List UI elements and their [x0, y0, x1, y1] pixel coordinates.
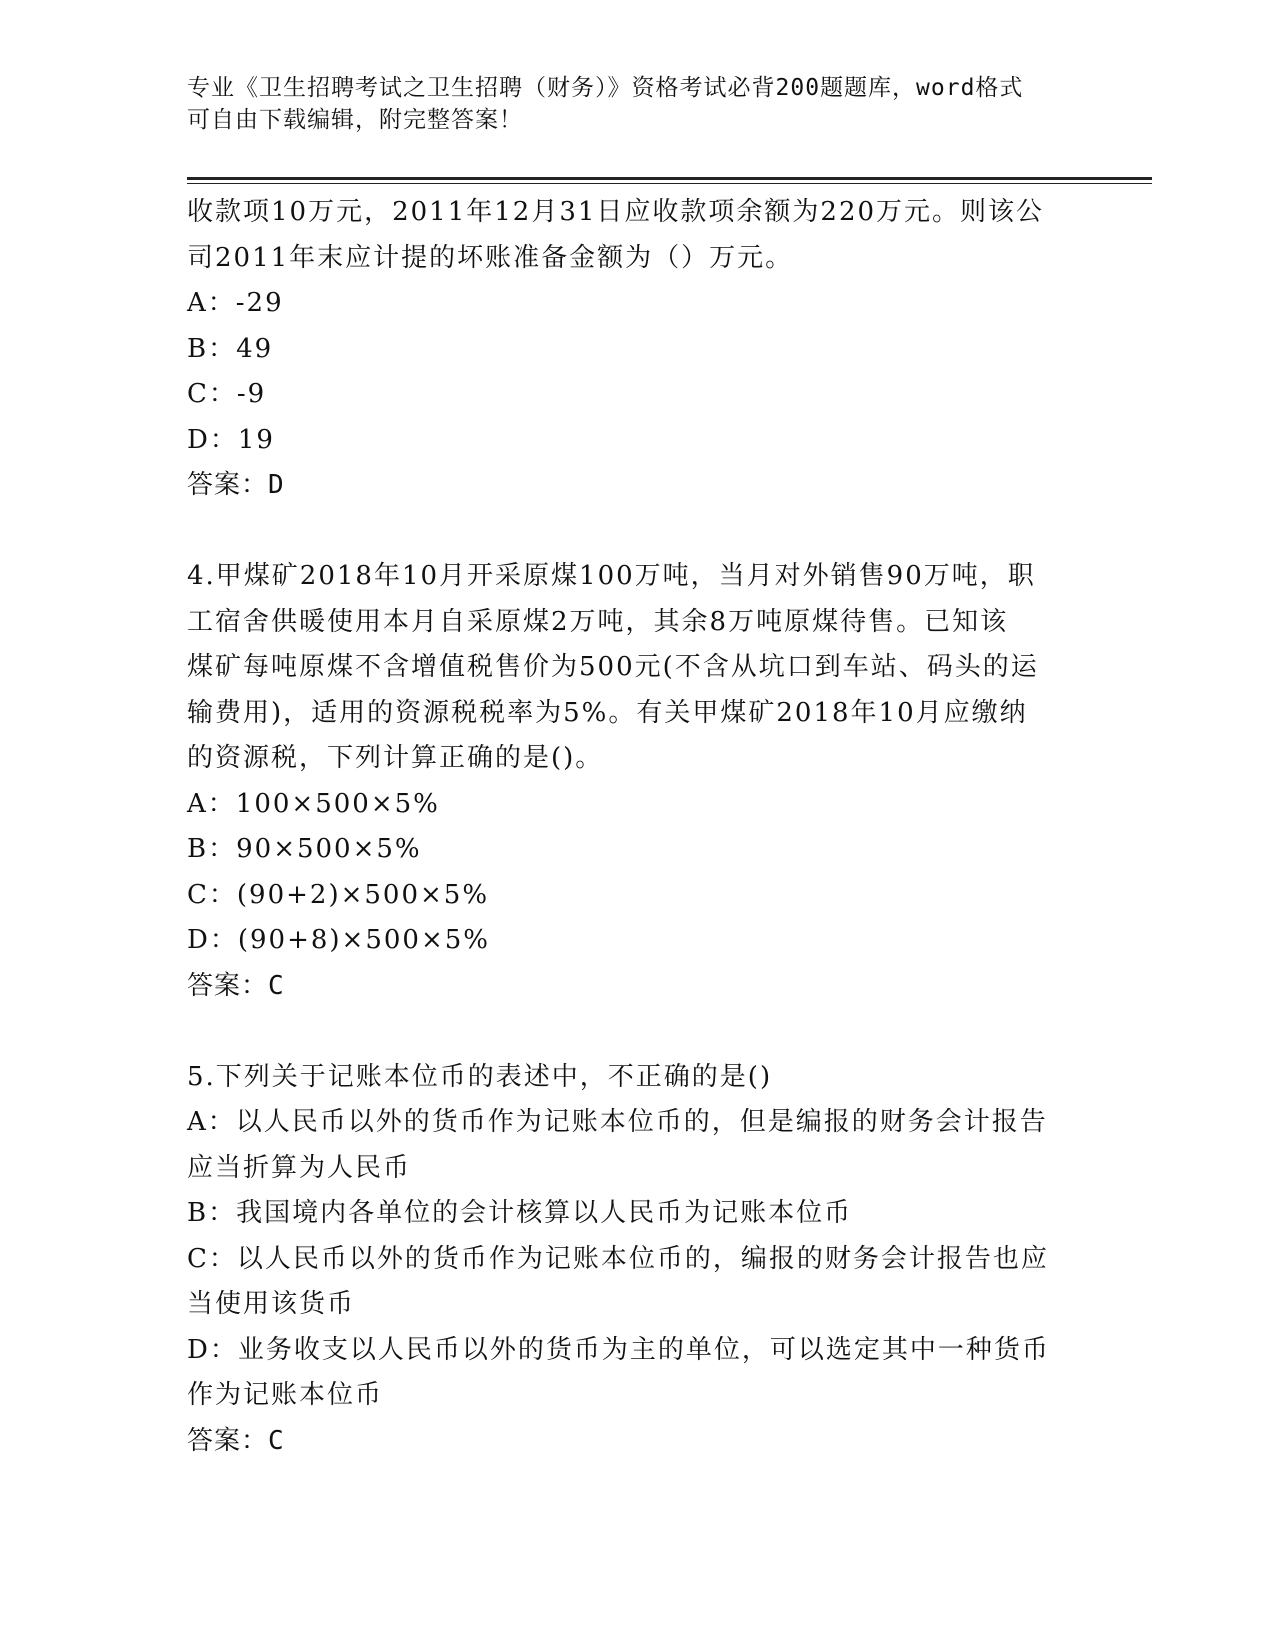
option-b: B：90×500×5%: [187, 834, 422, 864]
page-header: [187, 72, 1067, 136]
question-5: [187, 1055, 1077, 1465]
question-stem-line: 4.甲煤矿2018年10月开采原煤100万吨，当月对外销售90万吨，职: [187, 561, 1036, 591]
question-3-continued: [187, 190, 1077, 509]
option-a: A：以人民币以外的货币作为记账本位币的，但是编报的财务会计报告: [187, 1107, 1048, 1137]
option-a: A：-29: [187, 288, 284, 318]
answer-label: 答案：D: [187, 470, 285, 500]
spacer: [187, 1009, 1077, 1055]
header-rule-thin: [187, 183, 1152, 184]
option-c: C：(90+2)×500×5%: [187, 879, 490, 910]
option-d: D：19: [187, 424, 275, 455]
question-stem-line: 5.下列关于记账本位币的表述中，不正确的是(): [187, 1061, 773, 1092]
question-4: [187, 554, 1077, 1009]
question-stem-line: 煤矿每吨原煤不含增值税售价为500元(不含从坑口到车站、码头的运: [187, 652, 1039, 682]
answer-label: 答案：C: [187, 1425, 285, 1456]
header-line-1: 专业《卫生招聘考试之卫生招聘（财务）》资格考试必背200题题库，word格式: [187, 75, 1024, 101]
document-body: [187, 190, 1077, 1464]
option-a-continued: 应当折算为人民币: [187, 1152, 412, 1183]
option-b: B：49: [187, 333, 274, 364]
option-d: D：(90+8)×500×5%: [187, 925, 490, 955]
option-c-continued: 当使用该货币: [187, 1289, 356, 1319]
header-rule-thick: [187, 177, 1152, 180]
answer-label: 答案：C: [187, 970, 285, 1001]
option-c: C：以人民币以外的货币作为记账本位币的，编报的财务会计报告也应: [187, 1243, 1049, 1274]
option-b: B：我国境内各单位的会计核算以人民币为记账本位币: [187, 1198, 853, 1228]
header-line-2: 可自由下载编辑，附完整答案！: [187, 107, 523, 133]
question-stem-line: 输费用)，适用的资源税税率为5%。有关甲煤矿2018年10月应缴纳: [187, 697, 1028, 728]
option-c: C：-9: [187, 379, 267, 409]
question-stem-line: 工宿舍供暖使用本月自采原煤2万吨，其余8万吨原煤待售。已知该: [187, 606, 1009, 637]
question-stem-line: 司2011年末应计提的坏账准备金额为（）万元。: [187, 242, 794, 273]
question-stem-line: 的资源税，下列计算正确的是()。: [187, 743, 604, 773]
option-d-continued: 作为记账本位币: [187, 1380, 384, 1410]
spacer: [187, 509, 1077, 555]
option-a: A：100×500×5%: [187, 788, 440, 819]
question-stem-line: 收款项10万元，2011年12月31日应收款项余额为220万元。则该公: [187, 197, 1045, 227]
option-d: D：业务收支以人民币以外的货币为主的单位，可以选定其中一种货币: [187, 1334, 1050, 1365]
